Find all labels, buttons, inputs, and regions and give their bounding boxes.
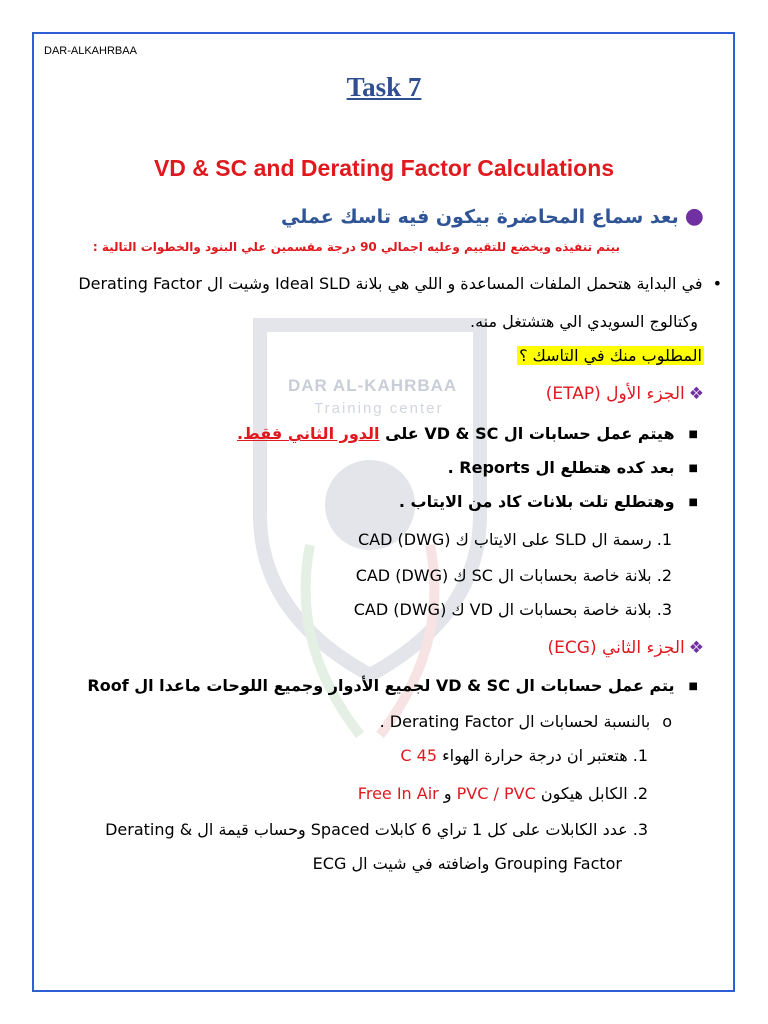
square-bullet-icon: ■ <box>688 497 698 508</box>
question-heading: المطلوب منك في التاسك ؟ <box>519 346 702 365</box>
part1-bullet1: ■هيتم عمل حسابات ال VD & SC على الدور الثاني فقط. <box>237 424 698 443</box>
diamond-bullet-icon: ❖ <box>688 638 704 658</box>
part2-sub: oبالنسبة لحسابات ال Derating Factor . <box>379 712 672 731</box>
part2-bullet1: ■يتم عمل حسابات ال VD & SC لجميع الأدوار وجميع اللوحات ماعدا ال Roof <box>87 676 698 695</box>
square-bullet-icon: ■ <box>688 463 698 474</box>
square-bullet-icon: ■ <box>688 681 698 692</box>
intro-paragraph-line2: وكتالوج السويدي الي هتشتغل منه. <box>469 312 698 331</box>
bullet-icon: • <box>712 274 722 293</box>
square-bullet-icon: ■ <box>688 429 698 440</box>
part2-title: ❖الجزء الثاني (ECG) <box>547 638 704 658</box>
page-header: DAR-ALKAHRBAA <box>44 45 137 57</box>
part1-item2: 2. بلانة خاصة بحسابات ال SC ك (CAD (DWG <box>355 566 672 585</box>
watermark-subtitle: Training center <box>314 400 444 417</box>
main-title: VD & SC and Derating Factor Calculations <box>153 155 615 181</box>
part2-item3-cont: Grouping Factor واضافته في شيت ال ECG <box>312 854 622 873</box>
bullet-icon: ● <box>684 204 704 229</box>
part1-item1: 1. رسمة ال SLD على الايتاب ك (CAD (DWG <box>357 530 672 549</box>
intro-note: بيتم تنفيذه ويخضع للتقييم وعليه اجمالي 90 درجة مقسمين علي البنود والخطوات التالية : <box>92 240 620 254</box>
part1-title: ❖الجزء الأول (ETAP) <box>545 384 704 404</box>
part2-item2: 2. الكابل هيكون PVC / PVC و Free In Air <box>357 784 648 803</box>
task-title: Task 7 <box>346 72 422 102</box>
diamond-bullet-icon: ❖ <box>688 384 704 404</box>
part1-bullet2: ■بعد كده هتطلع ال Reports . <box>447 458 698 477</box>
part1-item3: 3. بلانة خاصة بحسابات ال VD ك (CAD (DWG <box>353 600 672 619</box>
watermark-name: DAR AL-KAHRBAA <box>288 376 458 395</box>
part2-item3: 3. عدد الكابلات على كل 1 تراي 6 كابلات Spaced وحساب قيمة ال & Derating <box>105 820 648 839</box>
part1-bullet3: ■وهتطلع تلت بلانات كاد من الايتاب . <box>398 492 698 511</box>
intro-paragraph-line1: •في البداية هتحمل الملفات المساعدة و اللي هي بلانة Ideal SLD وشيت ال Derating Factor <box>78 274 722 293</box>
circle-bullet-icon: o <box>662 712 672 731</box>
part2-item1: 1. هتعتبر ان درجة حرارة الهواء 45 C <box>400 746 648 765</box>
intro-heading: ●بعد سماع المحاضرة بيكون فيه تاسك عملي <box>281 204 704 229</box>
